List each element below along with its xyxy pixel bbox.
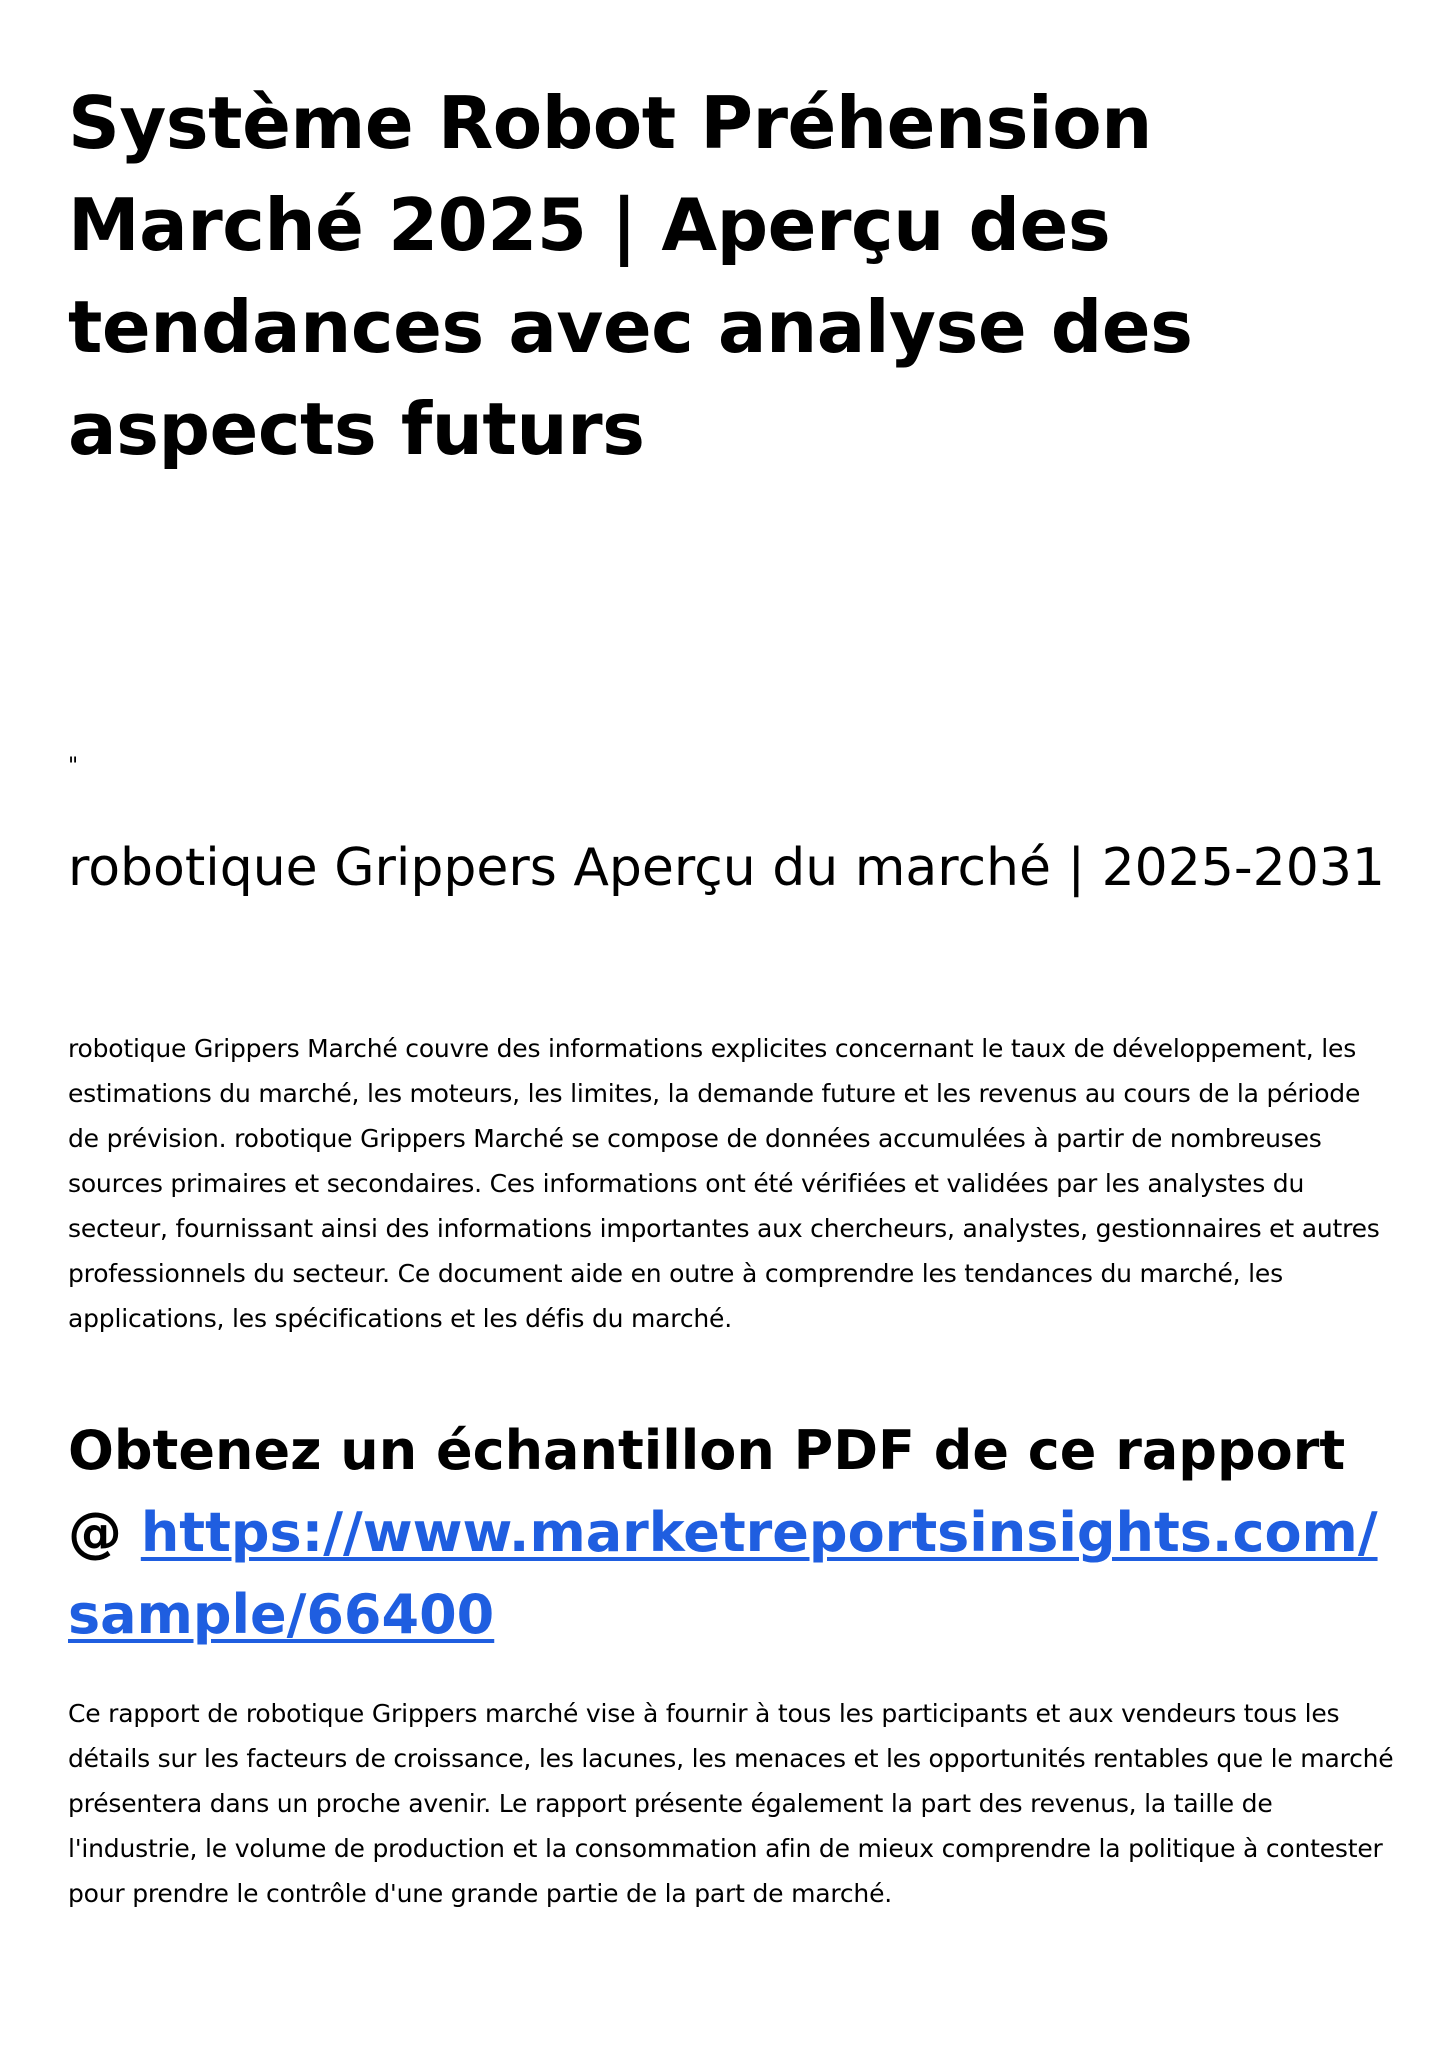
report-description-paragraph: Ce rapport de robotique Grippers marché vise à fournir à tous les participants et aux vendeurs tous les détails sur les facteurs de croissance, les lacunes, les menaces et les opportunités rentables que le marché présentera dans un proche avenir. Le rapport présente également la part des revenus, la taille de l'industrie, le volume de production et la consommation afin de mieux comprendre la politique à contester pour prendre le contrôle d'une grande partie de la part de marché. xyxy=(68,1699,1394,1908)
intro-paragraph: robotique Grippers Marché couvre des informations explicites concernant le taux de développement, les estimations du marché, les moteurs, les limites, la demande future et les revenus au cours de la période de prévision. robotique Grippers Marché se compose de données accumulées à partir de nombreuses sources primaires et secondaires. Ces informations ont été vérifiées et validées par les analystes du secteur, fournissant ainsi des informations importantes aux chercheurs, analystes, gestionnaires et autres professionnels du secteur. Ce document aide en outre à comprendre les tendances du marché, les applications, les spécifications et les défis du marché. xyxy=(68,1034,1380,1333)
quote-mark: " xyxy=(68,754,79,779)
page-title: Système Robot Préhension Marché 2025 | Aperçu des tendances avec analyse des aspects futurs xyxy=(68,81,1193,471)
sample-request-text: Obtenez un échantillon PDF de ce rapport @ xyxy=(68,1419,1346,1564)
sample-report-link[interactable]: https://www.marketreportsinsights.com/sample/66400 xyxy=(68,1501,1378,1646)
sample-request-heading xyxy=(68,1410,1398,1656)
section-title: robotique Grippers Aperçu du marché | 2025-2031 xyxy=(68,838,1386,898)
